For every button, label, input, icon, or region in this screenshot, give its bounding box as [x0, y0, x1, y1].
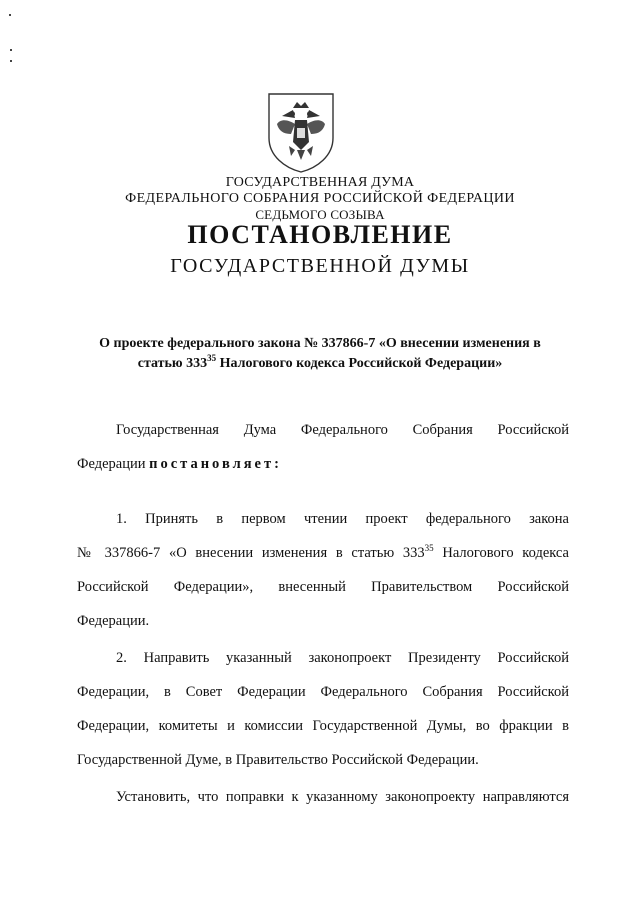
paragraph3-line1: Установить, что поправки к указанному законопроекту направляются — [116, 789, 569, 805]
paragraph2-line3: Федерации, комитеты и комиссии Государственной Думы, во фракции в — [77, 718, 569, 734]
org-name-line2: ФЕДЕРАЛЬНОГО СОБРАНИЯ РОССИЙСКОЙ ФЕДЕРАЦИИ — [125, 191, 515, 206]
paragraph1-line2: № 337866-7 «О внесении изменения в статью $333^{35}$ Налогового кодекса — [77, 543, 569, 561]
document-subject — [0, 334, 640, 374]
subject-line1: О проекте федерального закона № 337866-7 «О внесении изменения в — [99, 336, 541, 351]
scan-speck — [9, 14, 11, 16]
paragraph1-line3: Российской Федерации», внесенный Правительством Российской — [77, 579, 569, 595]
paragraph2-line1: 2. Направить указанный законопроект Президенту Российской — [116, 650, 569, 666]
intro-line1: Государственная Дума Федерального Собрания Российской — [116, 422, 569, 438]
org-name-line1: ГОСУДАРСТВЕННАЯ ДУМА — [225, 175, 415, 190]
document-subtitle: ГОСУДАРСТВЕННОЙ ДУМЫ — [170, 255, 470, 277]
convocation: СЕДЬМОГО СОЗЫВА — [255, 207, 385, 222]
paragraph1-line1: 1. Принять в первом чтении проект федерального закона — [116, 511, 569, 527]
subject-line2: статью $333^{35}$ Налогового кодекса Российской Федерации» — [137, 353, 503, 371]
paragraph2-line2: Федерации, в Совет Федерации Федерального Собрания Российской — [77, 684, 569, 700]
paragraph2-line4: Государственной Думе, в Правительство Российской Федерации. — [77, 752, 479, 768]
paragraph1-line4: Федерации. — [77, 613, 150, 629]
scan-speck — [10, 49, 12, 51]
intro-line2: Федерации постановляет: — [77, 456, 282, 472]
document-type-title: ПОСТАНОВЛЕНИЕ — [187, 220, 453, 249]
scan-speck — [10, 60, 12, 62]
coat-of-arms-emblem-icon — [263, 90, 339, 174]
